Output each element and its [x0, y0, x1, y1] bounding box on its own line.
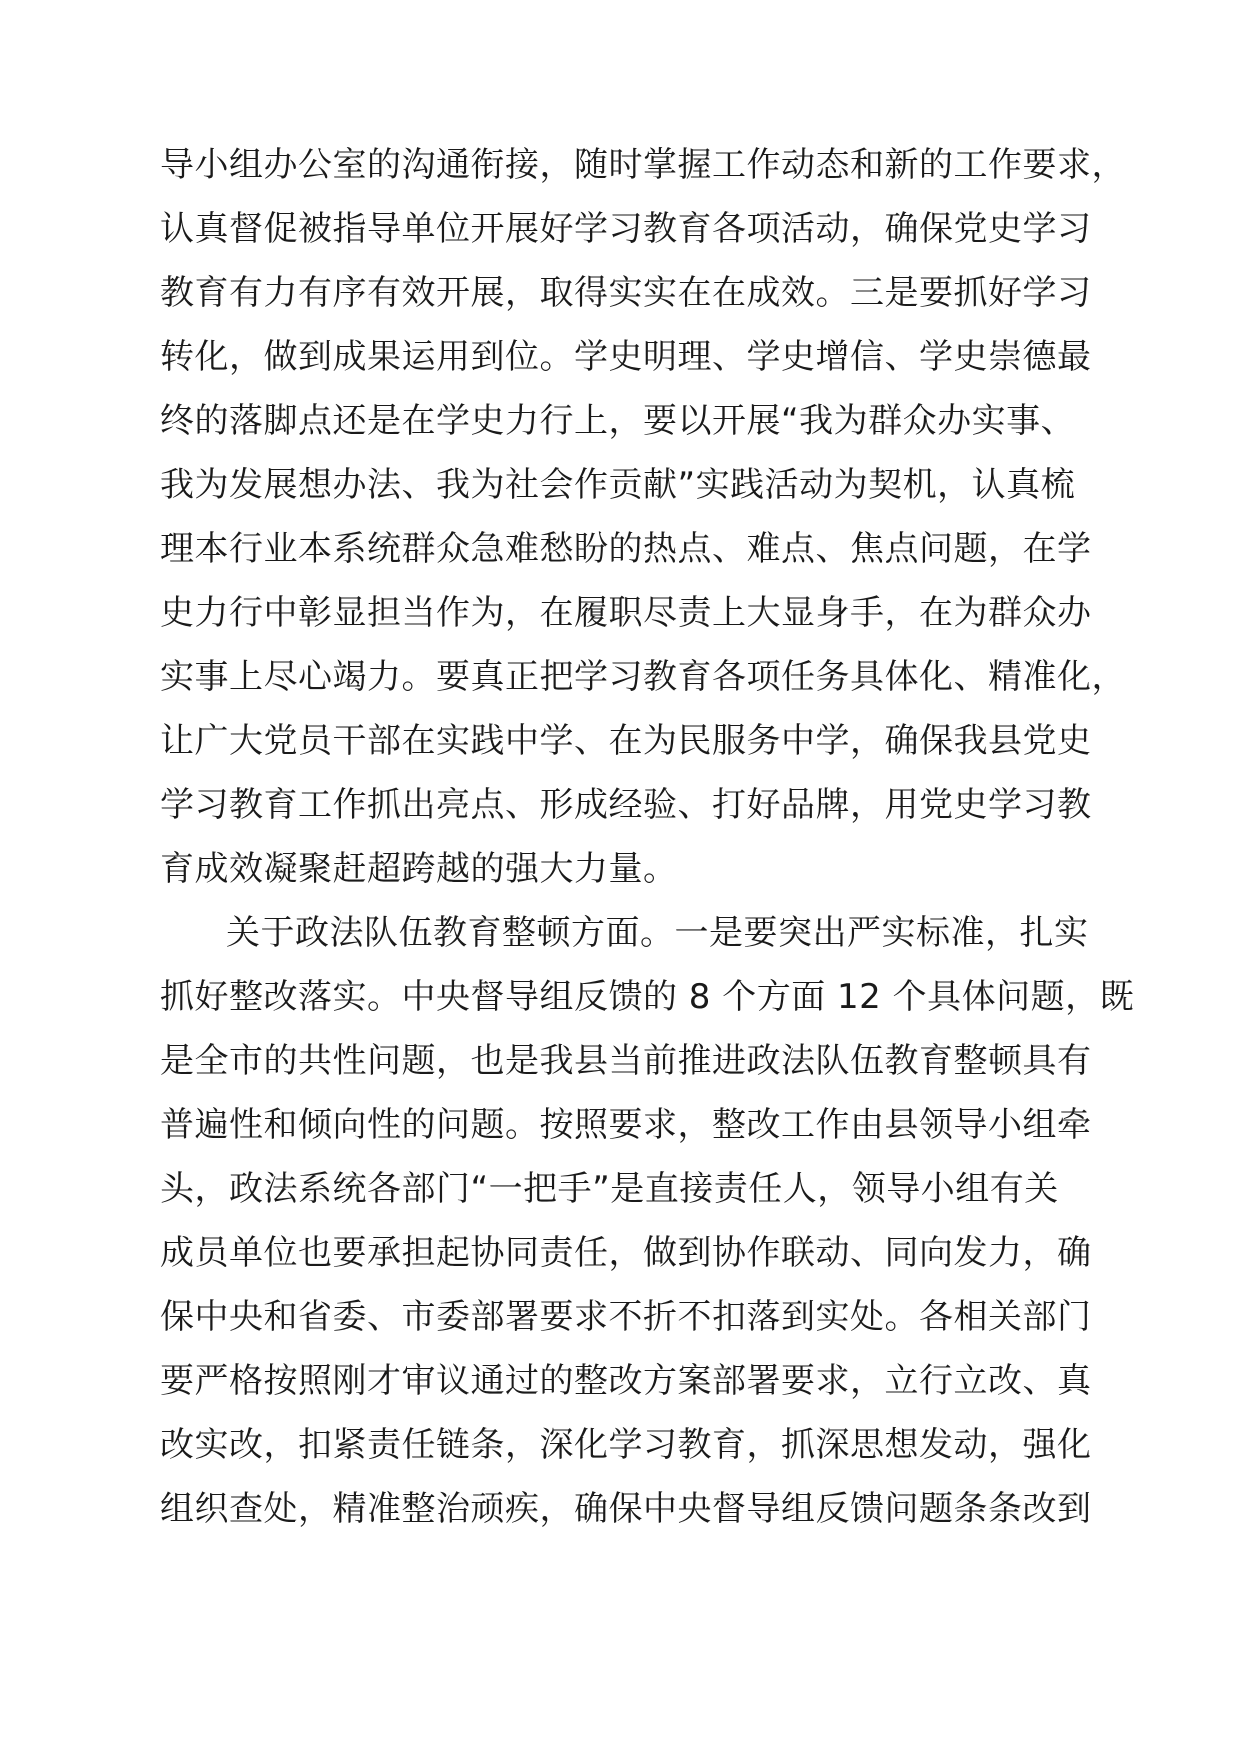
- text-line: 保中央和省委、市委部署要求不折不扣落到实处。各相关部门: [160, 1297, 1092, 1337]
- text-line: 学习教育工作抓出亮点、形成经验、打好品牌，用党史学习教: [160, 785, 1092, 825]
- text-line: 让广大党员干部在实践中学、在为民服务中学，确保我县党史: [160, 721, 1092, 761]
- text-line: 终的落脚点还是在学史力行上，要以开展“我为群众办实事、: [160, 401, 1076, 441]
- text-line: 改实改，扣紧责任链条，深化学习教育，抓深思想发动，强化: [160, 1425, 1092, 1465]
- text-line: 转化，做到成果运用到位。学史明理、学史增信、学史崇德最: [160, 337, 1092, 377]
- text-line: 育成效凝聚赶超跨越的强大力量。: [160, 849, 678, 889]
- text-line: 成员单位也要承担起协同责任，做到协作联动、同向发力，确: [160, 1233, 1092, 1273]
- text-line: 是全市的共性问题，也是我县当前推进政法队伍教育整顿具有: [160, 1041, 1092, 1081]
- text-line: 抓好整改落实。中央督导组反馈的 8 个方面 12 个具体问题，既: [160, 977, 1135, 1017]
- paragraph-first-line: 关于政法队伍教育整顿方面。一是要突出严实标准，扎实: [226, 913, 1089, 953]
- text-line: 普遍性和倾向性的问题。按照要求，整改工作由县领导小组牵: [160, 1105, 1092, 1145]
- text-line: 实事上尽心竭力。要真正把学习教育各项任务具体化、精准化，: [160, 657, 1126, 697]
- text-line: 要严格按照刚才审议通过的整改方案部署要求，立行立改、真: [160, 1361, 1092, 1401]
- text-line: 头，政法系统各部门“一把手”是直接责任人，领导小组有关: [160, 1169, 1059, 1209]
- text-line: 我为发展想办法、我为社会作贡献”实践活动为契机，认真梳: [160, 465, 1076, 505]
- text-line: 史力行中彰显担当作为，在履职尽责上大显身手，在为群众办: [160, 593, 1092, 633]
- text-line: 认真督促被指导单位开展好学习教育各项活动，确保党史学习: [160, 209, 1092, 249]
- text-line: 组织查处，精准整治顽疾，确保中央督导组反馈问题条条改到: [160, 1489, 1092, 1529]
- text-line: 导小组办公室的沟通衔接，随时掌握工作动态和新的工作要求，: [160, 145, 1126, 185]
- text-line: 教育有力有序有效开展，取得实实在在成效。三是要抓好学习: [160, 273, 1092, 313]
- text-line: 理本行业本系统群众急难愁盼的热点、难点、焦点问题，在学: [160, 529, 1092, 569]
